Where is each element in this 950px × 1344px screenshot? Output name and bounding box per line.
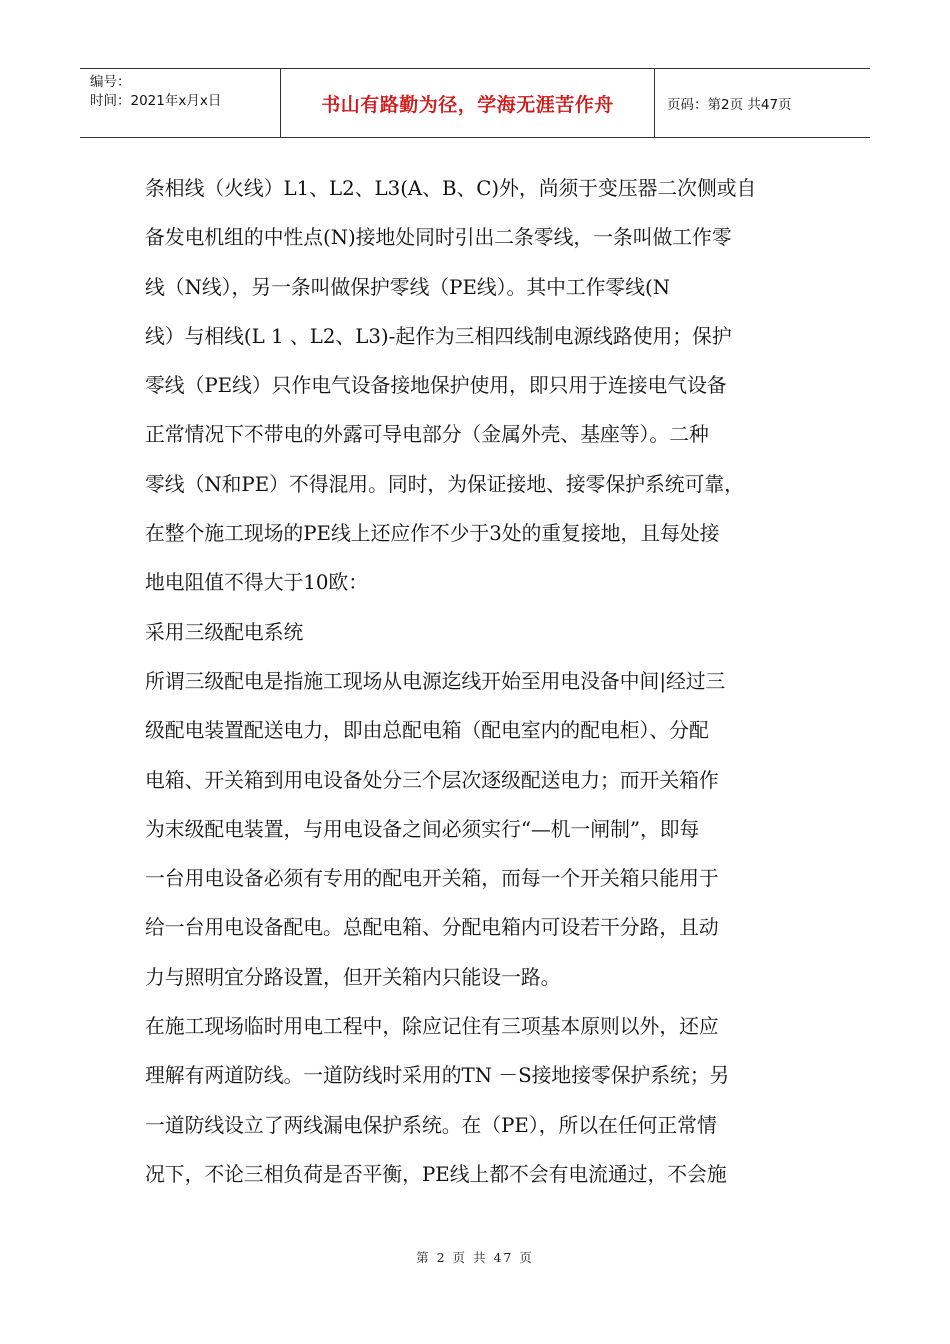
body-line: 零线（N和PE）不得混用。同时，为保证接地、接零保护系统可靠， [145,472,744,496]
body-line: 给一台用电设备配电。总配电箱、分配电箱内可设若干分路，且动 [145,916,719,940]
body-line: 一台用电设备必须有专用的配电开关箱，而每一个开关箱只能用于 [145,867,719,891]
body-line: 电箱、开关箱到用电设备处分三个层次逐级配送电力；而开关箱作 [145,768,719,792]
body-line: 正常情况下不带电的外露可导电部分（金属外壳、基座等）。二种 [145,423,709,447]
body-line: 级配电装置配送电力，即由总配电箱（配电室内的配电柜）、分配 [145,719,709,743]
document-body [145,164,825,1199]
document-code-label: 编号： [90,74,131,90]
page-header [80,68,870,138]
page-footer: 第 2 页 共 47 页 [416,1250,534,1265]
document-date: 时间：2021年x月x日 [90,93,222,109]
body-line: 条相线（火线）L1、L2、L3(A、B、C)外，尚须于变压器二次侧或自 [145,177,757,200]
body-line: 在施工现场临时用电工程中，除应记住有三项基本原则以外，还应 [145,1015,719,1039]
body-line: 理解有两道防线。一道防线时采用的TN －S接地接零保护系统；另 [145,1064,730,1088]
header-meta [80,69,281,137]
body-line: 所谓三级配电是指施工现场从电源迄线开始至用电没备中间|经过三 [145,669,726,693]
body-line: 一道防线设立了两线漏电保护系统。在（PE），所以在任何正常情 [145,1113,717,1137]
body-line: 为末级配电装置，与用电设备之间必须实行“—机一闸制”，即每 [145,817,700,841]
body-line: 在整个施工现场的PE线上还应作不少于3处的重复接地，且每处接 [145,522,720,546]
body-line: 零线（PE线）只作电气设备接地保护使用，即只用于连接电气设备 [145,374,727,398]
body-line: 备发电机组的中性点(N)接地处同时引出二条零线，一条叫做工作零 [145,226,732,250]
section-heading: 采用三级配电系统 [145,620,304,644]
body-line: 地电阻值不得大于10欧： [145,571,368,595]
header-motto: 书山有路勤为径，学海无涯苦作舟 [281,69,655,137]
header-page-info: 页码：第2页 共47页 [667,97,792,113]
body-line: 力与照明宜分路设置，但开关箱内只能设一路。 [145,965,561,989]
body-line: 线（N线），另一条叫做保护零线（PE线）。其中工作零线(N [145,275,671,299]
body-line: 况下，不论三相负荷是否平衡，PE线上都不会有电流通过，不会施 [145,1162,727,1186]
body-line: 线）与相线(L 1 、L2、L3)-起作为三相四线制电源线路使用；保护 [145,324,732,348]
